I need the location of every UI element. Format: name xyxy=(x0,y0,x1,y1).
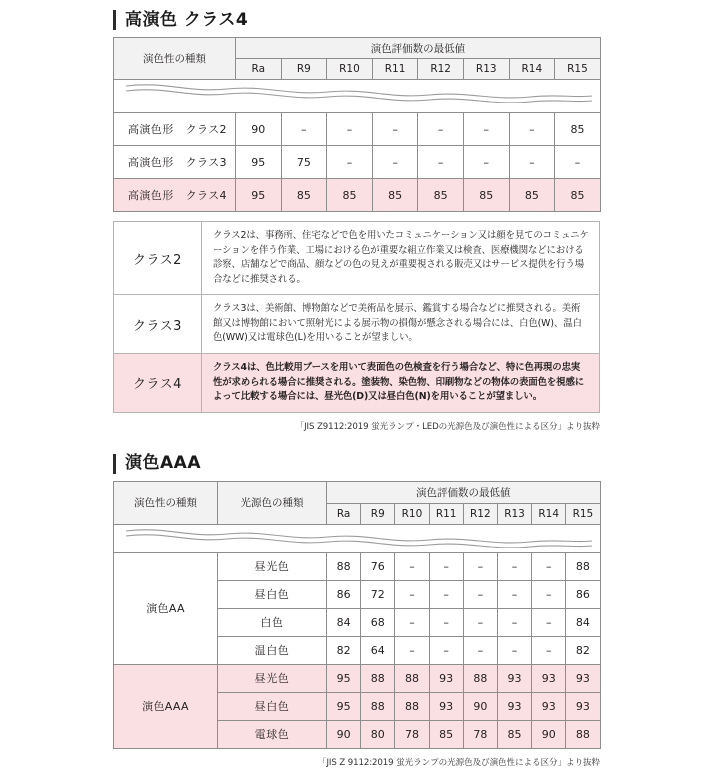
class-description-table xyxy=(113,221,600,413)
row-label-class2 xyxy=(114,113,236,146)
cell-ra: 95 xyxy=(236,179,282,212)
section2-title xyxy=(113,454,600,474)
description-row-class4 xyxy=(114,354,600,413)
section2-citation: 「JIS Z 9112:2019 蛍光ランプの光源色及び演色性による区分」より抜粋 xyxy=(318,757,600,768)
col-header-r14: R14 xyxy=(532,503,566,524)
cell-r13: – xyxy=(497,636,531,664)
cell-r12: 88 xyxy=(463,664,497,692)
cell-r10: – xyxy=(327,146,373,179)
cri-class-table-body xyxy=(114,80,601,212)
cell-r12: – xyxy=(463,580,497,608)
row-label-class: クラス3 xyxy=(185,156,227,169)
section1-title-text: 高演色 クラス4 xyxy=(125,9,249,30)
row-label-main: 高演色形 xyxy=(128,123,174,136)
description-label: クラス2 xyxy=(114,222,202,295)
cell-r10: – xyxy=(395,608,429,636)
section-cri-aaa xyxy=(113,454,600,768)
cell-r9: 64 xyxy=(361,636,395,664)
cell-r9: 72 xyxy=(361,580,395,608)
cell-ra: 95 xyxy=(327,664,361,692)
cell-r10: – xyxy=(395,580,429,608)
cell-r15: 93 xyxy=(566,664,600,692)
cell-ra: 88 xyxy=(327,552,361,580)
cell-r15: 93 xyxy=(566,692,600,720)
cell-r10: – xyxy=(395,636,429,664)
source-label: 昼光色 xyxy=(218,664,327,692)
cell-r15: 84 xyxy=(566,608,600,636)
cell-r12: – xyxy=(418,146,464,179)
cri-aaa-table-head xyxy=(114,481,601,524)
col-header-kind: 演色性の種類 xyxy=(114,481,218,524)
source-label: 温白色 xyxy=(218,636,327,664)
cell-r11: 85 xyxy=(372,179,418,212)
cell-r11: 93 xyxy=(429,664,463,692)
cell-r12: – xyxy=(463,608,497,636)
col-header-group: 演色評価数の最低値 xyxy=(236,38,601,59)
cell-ra: 95 xyxy=(327,692,361,720)
section-high-cri-class4 xyxy=(113,10,600,432)
cell-r14: 93 xyxy=(532,692,566,720)
col-header-r15: R15 xyxy=(555,59,601,80)
cell-r14: – xyxy=(532,636,566,664)
description-label: クラス3 xyxy=(114,295,202,354)
cell-r14: – xyxy=(509,113,555,146)
cell-r11: 85 xyxy=(429,720,463,748)
cell-r10: 88 xyxy=(395,664,429,692)
col-header-kind: 演色性の種類 xyxy=(114,38,236,80)
col-header-source: 光源色の種類 xyxy=(218,481,327,524)
cell-ra: 84 xyxy=(327,608,361,636)
table-row-highlighted xyxy=(114,179,601,212)
cell-r14: – xyxy=(532,580,566,608)
cell-r11: – xyxy=(429,580,463,608)
cell-r13: 85 xyxy=(497,720,531,748)
row-label-class4 xyxy=(114,179,236,212)
col-header-r9: R9 xyxy=(281,59,327,80)
cell-r13: 93 xyxy=(497,692,531,720)
omitted-rows-indicator xyxy=(114,524,601,552)
col-header-r13: R13 xyxy=(463,59,509,80)
wavy-break-icon xyxy=(114,80,601,113)
cell-r11: – xyxy=(372,113,418,146)
source-label: 昼白色 xyxy=(218,580,327,608)
col-header-r11: R11 xyxy=(372,59,418,80)
description-row-class3 xyxy=(114,295,600,354)
cell-r10: 78 xyxy=(395,720,429,748)
cell-r11: – xyxy=(429,552,463,580)
cell-r12: – xyxy=(418,113,464,146)
cell-r10: 88 xyxy=(395,692,429,720)
cell-r10: – xyxy=(395,552,429,580)
cell-r15: 82 xyxy=(566,636,600,664)
cell-ra: 90 xyxy=(236,113,282,146)
cell-r13: – xyxy=(497,580,531,608)
col-header-ra: Ra xyxy=(327,503,361,524)
table-row xyxy=(114,552,601,580)
col-header-r14: R14 xyxy=(509,59,555,80)
cell-r11: 93 xyxy=(429,692,463,720)
row-label-class3 xyxy=(114,146,236,179)
row-label-main: 高演色形 xyxy=(128,156,174,169)
col-header-r12: R12 xyxy=(418,59,464,80)
col-header-r9: R9 xyxy=(361,503,395,524)
source-label: 昼白色 xyxy=(218,692,327,720)
row-label-class: クラス2 xyxy=(185,123,227,136)
col-header-r13: R13 xyxy=(497,503,531,524)
cell-ra: 86 xyxy=(327,580,361,608)
description-label: クラス4 xyxy=(114,354,202,413)
col-header-ra: Ra xyxy=(236,59,282,80)
cri-aaa-table-body xyxy=(114,524,601,748)
accent-bar-icon xyxy=(113,10,116,30)
row-label-main: 高演色形 xyxy=(128,189,174,202)
row-label-class: クラス4 xyxy=(185,189,227,202)
cell-r9: 88 xyxy=(361,664,395,692)
cell-r9: 80 xyxy=(361,720,395,748)
col-header-group: 演色評価数の最低値 xyxy=(327,481,601,503)
source-label: 白色 xyxy=(218,608,327,636)
col-header-r15: R15 xyxy=(566,503,600,524)
col-header-r10: R10 xyxy=(395,503,429,524)
cell-r13: – xyxy=(463,113,509,146)
cell-r14: 85 xyxy=(509,179,555,212)
cell-r13: – xyxy=(463,146,509,179)
cri-class-table xyxy=(113,37,601,212)
cell-r13: 85 xyxy=(463,179,509,212)
wavy-line-svg xyxy=(114,525,600,548)
cell-r11: – xyxy=(429,608,463,636)
source-label: 電球色 xyxy=(218,720,327,748)
cell-ra: 82 xyxy=(327,636,361,664)
cell-r13: – xyxy=(497,552,531,580)
description-text: クラス4は、色比較用ブースを用いて表面色の色検査を行う場合など、特に色再現の忠実性が求められる場合に推奨される。塗装物、染色物、印刷物などの物体の表面色を視感によって比較する場合には、昼光色(D)又は昼白色(N)を用いることが望ましい。 xyxy=(202,354,600,413)
accent-bar-icon xyxy=(113,454,116,474)
cell-r14: 93 xyxy=(532,664,566,692)
cell-r15: 85 xyxy=(555,113,601,146)
section1-title xyxy=(113,10,600,30)
group-label-aaa: 演色AAA xyxy=(114,664,218,748)
cell-r14: – xyxy=(532,608,566,636)
cell-r12: – xyxy=(463,552,497,580)
cell-r12: 85 xyxy=(418,179,464,212)
cell-r12: 90 xyxy=(463,692,497,720)
description-row-class2 xyxy=(114,222,600,295)
description-text: クラス2は、事務所、住宅などで色を用いたコミュニケーション又は顔を見てのコミュニケーションを伴う作業、工場における色が重要な組立作業又は検査、医療機関などにおける診察、店舗などで商品、顔などの色の見えが重要視される販売又はサービス提供を行う場合などに推奨される。 xyxy=(202,222,600,295)
cell-r13: 93 xyxy=(497,664,531,692)
col-header-r12: R12 xyxy=(463,503,497,524)
section2-title-text: 演色AAA xyxy=(125,453,201,474)
description-text: クラス3は、美術館、博物館などで美術品を展示、鑑賞する場合などに推奨される。美術館又は博物館において照射光による展示物の損傷が懸念される場合には、白色(W)、温白色(WW)又は電球色(L)を用いることが望ましい。 xyxy=(202,295,600,354)
cell-r9: 75 xyxy=(281,146,327,179)
col-header-r11: R11 xyxy=(429,503,463,524)
table-row xyxy=(114,113,601,146)
cell-r15: – xyxy=(555,146,601,179)
cell-r15: 88 xyxy=(566,552,600,580)
cell-r15: 85 xyxy=(555,179,601,212)
cell-r11: – xyxy=(429,636,463,664)
table-row-highlighted xyxy=(114,664,601,692)
cell-r14: – xyxy=(532,552,566,580)
cell-r15: 86 xyxy=(566,580,600,608)
cell-r13: – xyxy=(497,608,531,636)
cri-class-table-head xyxy=(114,38,601,80)
cell-r11: – xyxy=(372,146,418,179)
cri-aaa-table xyxy=(113,481,601,749)
cell-r10: 85 xyxy=(327,179,373,212)
cell-r14: – xyxy=(509,146,555,179)
cell-r10: – xyxy=(327,113,373,146)
source-label: 昼光色 xyxy=(218,552,327,580)
cell-r14: 90 xyxy=(532,720,566,748)
cell-ra: 90 xyxy=(327,720,361,748)
wavy-break-icon xyxy=(114,524,601,552)
omitted-rows-indicator xyxy=(114,80,601,113)
cell-r15: 88 xyxy=(566,720,600,748)
group-label-aa: 演色AA xyxy=(114,552,218,664)
wavy-line-svg xyxy=(114,80,600,103)
cell-r9: 88 xyxy=(361,692,395,720)
cell-r12: – xyxy=(463,636,497,664)
cell-r12: 78 xyxy=(463,720,497,748)
table-row xyxy=(114,146,601,179)
cell-ra: 95 xyxy=(236,146,282,179)
cell-r9: 85 xyxy=(281,179,327,212)
cell-r9: – xyxy=(281,113,327,146)
cell-r9: 76 xyxy=(361,552,395,580)
section1-citation: 「JIS Z9112:2019 蛍光ランプ・LEDの光源色及び演色性による区分」より抜粋 xyxy=(295,421,600,432)
cell-r9: 68 xyxy=(361,608,395,636)
col-header-r10: R10 xyxy=(327,59,373,80)
